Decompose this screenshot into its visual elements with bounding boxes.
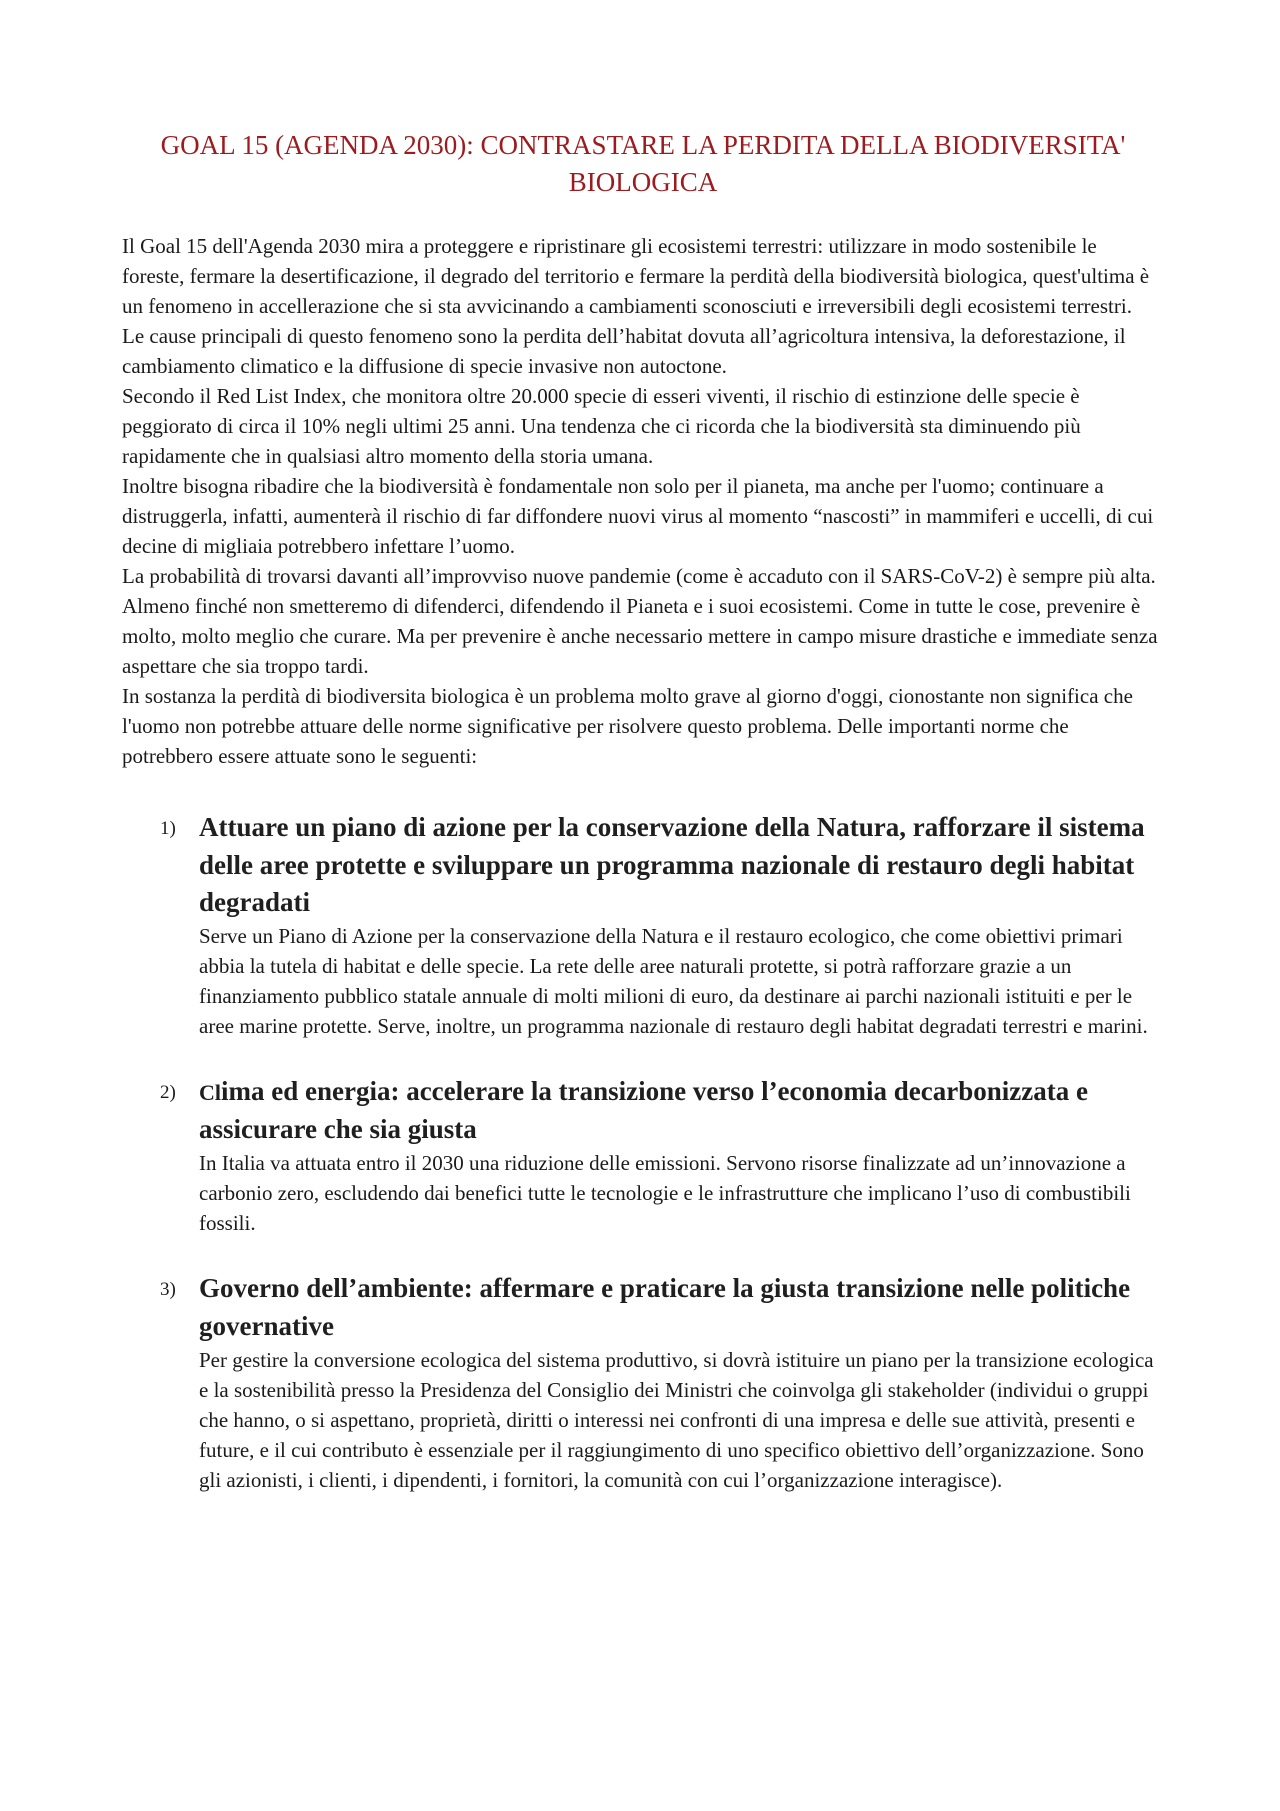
list-item-heading: [199, 1270, 1164, 1345]
list-item-body: Per gestire la conversione ecologica del sistema produttivo, si dovrà istituire un piano per la transizione ecologica e la sostenibilità presso la Presidenza del Consiglio dei Ministri che coinvolga gli stakeholder (individui o gruppi che hanno, o si aspettano, proprietà, diritti o interessi nei confronti di una impresa e delle sue attività, presenti e future, e il cui contributo è essenziale per il raggiungimento di uno specifico obiettivo dell’organizzazione. Sono gli azionisti, i clienti, i dipendenti, i fornitori, la comunità con cui l’organizzazione interagisce).: [199, 1348, 1154, 1492]
heading-rest: Governo dell’ambiente: affermare e praticare la giusta transizione nelle politiche governative: [199, 1273, 1131, 1341]
list-item-heading: [199, 1073, 1164, 1148]
document-title: GOAL 15 (AGENDA 2030): CONTRASTARE LA PERDITA DELLA BIODIVERSITA' BIOLOGICA: [160, 130, 1126, 197]
intro-text: [122, 231, 1164, 771]
list-item-number: 3): [160, 1279, 176, 1300]
intro-paragraph: La probabilità di trovarsi davanti all’improvviso nuove pandemie (come è accaduto con il SARS-CoV-2) è sempre più alta. Almeno finché non smetteremo di difenderci, difendendo il Pianeta e i suoi ecosistemi. Come in tutte le cose, prevenire è molto, molto meglio che curare. Ma per prevenire è anche necessario mettere in campo misure drastiche e immediate senza aspettare che sia troppo tardi.: [122, 564, 1158, 678]
intro-paragraph: Secondo il Red List Index, che monitora oltre 20.000 specie di esseri viventi, il rischio di estinzione delle specie è peggiorato di circa il 10% negli ultimi 25 anni. Una tendenza che ci ricorda che la biodiversità sta diminuendo più rapidamente che in qualsiasi altro momento della storia umana.: [122, 384, 1081, 468]
list-item: [122, 1073, 1164, 1238]
intro-paragraph: In sostanza la perdità di biodiversita biologica è un problema molto grave al giorno d'oggi, cionostante non significa che l'uomo non potrebbe attuare delle norme significative per risolvere questo problema. Delle importanti norme che potrebbero essere attuate sono le seguenti:: [122, 684, 1133, 768]
list-item-body: In Italia va attuata entro il 2030 una riduzione delle emissioni. Servono risorse finalizzate ad un’innovazione a carbonio zero, escludendo dai benefici tutte le tecnologie e le infrastrutture che implicano l’uso di combustibili fossili.: [199, 1151, 1131, 1235]
heading-rest: ima ed energia: accelerare la transizione verso l’economia decarbonizzata e assicurare che sia giusta: [199, 1076, 1088, 1144]
intro-paragraph: Inoltre bisogna ribadire che la biodiversità è fondamentale non solo per il pianeta, ma anche per l'uomo; continuare a distruggerla, infatti, aumenterà il rischio di far diffondere nuovi virus al momento “nascosti” in mammiferi e uccelli, di cui decine di migliaia potrebbero infettare l’uomo.: [122, 474, 1154, 558]
measures-list: [122, 809, 1164, 1495]
list-item-heading: [199, 809, 1164, 921]
intro-paragraph: Il Goal 15 dell'Agenda 2030 mira a proteggere e ripristinare gli ecosistemi terrestri: utilizzare in modo sostenibile le foreste, fermare la desertificazione, il degrado del territorio e fermare la perdità della biodiversità biologica, quest'ultima è un fenomeno in accellerazione che si sta avvicinando a cambiamenti sconosciuti e irreversibili degli ecosistemi terrestri.: [122, 234, 1150, 318]
heading-rest: Attuare un piano di azione per la conservazione della Natura, rafforzare il sistema delle aree protette e sviluppare un programma nazionale di restauro degli habitat degradati: [199, 812, 1145, 917]
intro-paragraph: Le cause principali di questo fenomeno sono la perdita dell’habitat dovuta all’agricoltura intensiva, la deforestazione, il cambiamento climatico e la diffusione di specie invasive non autoctone.: [122, 324, 1126, 378]
heading-first-part: Cl: [199, 1080, 221, 1105]
list-item-number: 1): [160, 818, 176, 839]
list-item-body: Serve un Piano di Azione per la conservazione della Natura e il restauro ecologico, che come obiettivi primari abbia la tutela di habitat e delle specie. La rete delle aree naturali protette, si potrà rafforzare grazie a un finanziamento pubblico statale annuale di molti milioni di euro, da destinare ai parchi nazionali istituiti e per le aree marine protette. Serve, inoltre, un programma nazionale di restauro degli habitat degradati terrestri e marini.: [199, 924, 1148, 1038]
list-item: [122, 809, 1164, 1041]
list-item: [122, 1270, 1164, 1495]
list-item-number: 2): [160, 1082, 176, 1103]
